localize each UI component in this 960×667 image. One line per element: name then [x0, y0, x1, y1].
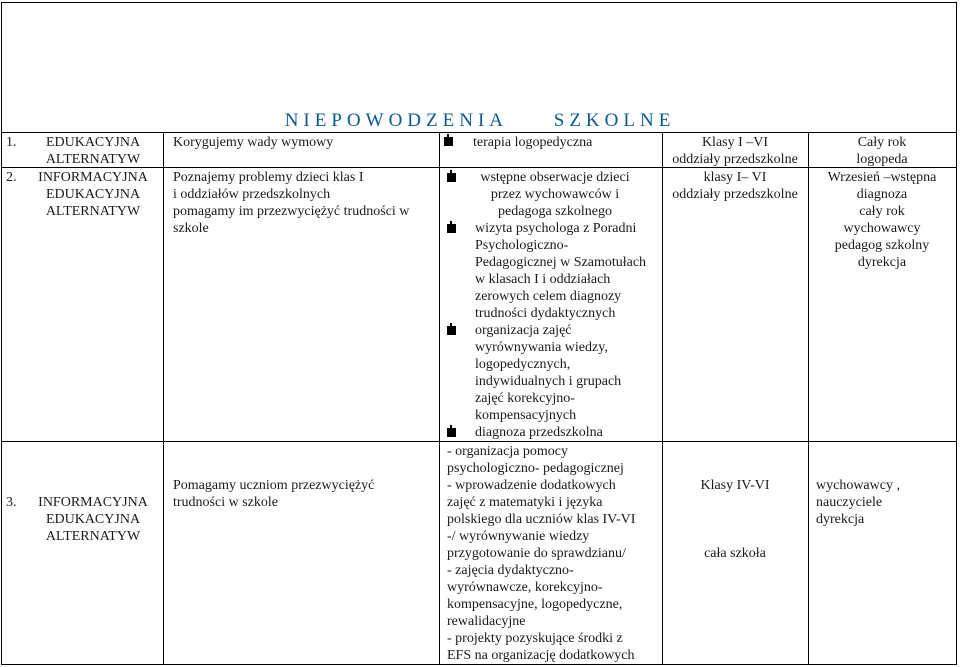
square-bullet-icon	[447, 428, 456, 437]
row3-goal	[173, 477, 374, 511]
square-bullet-icon	[444, 137, 453, 146]
row2-goal-line4: szkole	[173, 221, 209, 236]
action-line: EFS na organizację dodatkowych	[447, 648, 635, 663]
row2-number: 2.	[6, 170, 17, 185]
row1-action-text: terapia logopedyczna	[473, 135, 593, 150]
action-line: kompensacyjnych	[475, 408, 577, 423]
row1-target-line1: Klasy I –VI	[701, 135, 769, 150]
row2-category-line3: ALTERNATYW	[45, 204, 141, 219]
row2-target-line2: oddziały przedszkolne	[672, 187, 798, 202]
row3-number: 3.	[6, 495, 17, 510]
list-item	[447, 220, 657, 322]
square-bullet-icon	[447, 224, 456, 233]
list-item	[447, 322, 657, 424]
outer-right-border	[956, 2, 957, 664]
row1-responsible	[808, 134, 956, 168]
row2-target-line1: klasy I– VI	[703, 170, 767, 185]
row2-responsible-line5: pedagog szkolny	[834, 238, 930, 253]
row3-category-line2: EDUKACYJNA	[45, 512, 141, 527]
title-part2: SZKOLNE	[553, 110, 676, 131]
square-bullet-icon	[447, 173, 456, 182]
row2-actions	[447, 169, 657, 441]
row1-goal: Korygujemy wady wymowy	[173, 135, 334, 150]
action-line: wyrównywania wiedzy,	[475, 340, 608, 355]
row3-actions	[447, 443, 635, 664]
action-line: zajęć z matematyki i języka	[447, 495, 603, 510]
table-top-border	[1, 132, 957, 133]
action-line: polskiego dla uczniów klas IV-VI	[447, 512, 636, 527]
row3-target-line1: Klasy IV-VI	[700, 478, 770, 493]
row2-bottom-border	[1, 441, 957, 442]
action-line: zerowych celem diagnozy	[475, 289, 622, 304]
row1-responsible-line1: Cały rok	[857, 135, 907, 150]
row2-action-list	[447, 169, 657, 441]
row1-category-line1: EDUKACYJNA	[45, 135, 141, 150]
row3-category-line3: ALTERNATYW	[45, 529, 141, 544]
row3-target-line2: cała szkoła	[704, 546, 766, 561]
action-line: rewalidacyjne	[447, 614, 526, 629]
row2-responsible-line3: cały rok	[859, 204, 905, 219]
row3-category-line1: INFORMACYJNA	[38, 495, 148, 510]
page-title	[0, 111, 960, 131]
action-line: wizyta psychologa z Poradni	[475, 221, 637, 236]
action-line: - organizacja pomocy	[447, 444, 569, 459]
row3-responsible-line1: wychowawcy ,	[816, 478, 900, 493]
row2-responsible-line6: dyrekcja	[857, 255, 907, 270]
action-line: - zajęcia dydaktyczno-	[447, 563, 574, 578]
row3-goal-line1: Pomagamy uczniom przezwyciężyć	[173, 478, 375, 493]
action-line: kompensacyjne, logopedyczne,	[447, 597, 623, 612]
action-line: wstępne obserwacje dzieci	[480, 170, 630, 185]
action-line: logopedycznych,	[475, 357, 571, 372]
action-line: wyrównawcze, korekcyjno-	[447, 580, 603, 595]
row1-target-line2: oddziały przedszkolne	[672, 152, 798, 167]
outer-left-border	[1, 2, 2, 664]
action-line: Psychologiczno-	[475, 238, 569, 253]
action-line: - wprowadzenie dodatkowych	[447, 478, 616, 493]
row3-responsible-line3: dyrekcja	[816, 512, 865, 527]
col1-divider	[163, 132, 164, 664]
outer-bottom-border	[1, 664, 957, 665]
title-part1: NIEPOWODZENIA	[284, 110, 508, 131]
action-line: w klasach I i oddziałach	[475, 272, 611, 287]
action-line: psychologiczno- pedagogicznej	[447, 461, 624, 476]
action-line: indywidualnych i grupach	[475, 374, 622, 389]
list-item	[447, 424, 657, 441]
row1-category-line2: ALTERNATYW	[45, 152, 141, 167]
action-line: Pedagogicznej w Szamotułach	[475, 255, 647, 270]
square-bullet-icon	[447, 326, 456, 335]
row3-responsible-line2: nauczyciele	[816, 495, 883, 510]
row1-number: 1.	[6, 135, 17, 150]
row3-category	[28, 494, 158, 545]
action-line: przygotowanie do sprawdzianu/	[447, 546, 626, 561]
row2-responsible-line1: Wrzesień –wstępna	[827, 170, 937, 185]
row2-target	[662, 169, 808, 203]
action-line: organizacja zajęć	[475, 323, 572, 338]
col4-left-divider	[662, 132, 663, 664]
col3-left-divider	[439, 132, 440, 664]
action-line: zajęć korekcyjno-	[475, 391, 575, 406]
action-line: przez wychowawców i	[490, 187, 620, 202]
action-line: pedagoga szkolnego	[498, 204, 612, 219]
row1-category	[28, 134, 158, 168]
row2-goal	[173, 169, 409, 237]
action-line: diagnoza przedszkolna	[475, 425, 603, 440]
row1-action	[444, 134, 592, 151]
row2-goal-line3: pomagamy im przezwyciężyć trudności w	[173, 204, 410, 219]
row1-target	[662, 134, 808, 168]
row2-responsible-line4: wychowawcy	[843, 221, 921, 236]
list-item	[447, 169, 657, 220]
row2-goal-line1: Poznajemy problemy dzieci klas I	[173, 170, 364, 185]
action-line: -/ wyrównywanie wiedzy	[447, 529, 590, 544]
row2-category	[28, 169, 158, 220]
row2-category-line2: EDUKACYJNA	[45, 187, 141, 202]
row2-responsible	[808, 169, 956, 271]
row1-responsible-line2: logopeda	[856, 152, 908, 167]
action-line: - projekty pozyskujące środki z	[447, 631, 623, 646]
row2-responsible-line2: diagnoza	[856, 187, 908, 202]
outer-top-border	[1, 2, 957, 3]
row3-responsible	[816, 477, 900, 528]
row2-category-line1: INFORMACYJNA	[38, 170, 148, 185]
action-line: trudności dydaktycznych	[475, 306, 616, 321]
row3-goal-line2: trudności w szkole	[173, 495, 278, 510]
row2-goal-line2: i oddziałów przedszkolnych	[173, 187, 331, 202]
